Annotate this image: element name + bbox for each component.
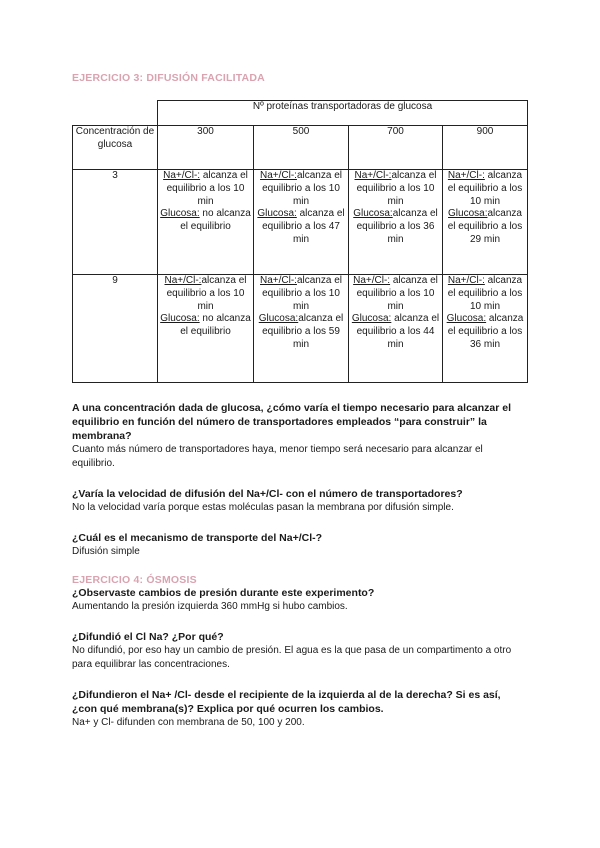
- table-row: [73, 170, 528, 275]
- result-cell: [349, 170, 443, 275]
- na-cl-label: Na+/Cl-:: [163, 170, 201, 181]
- concentration-value: 9: [73, 275, 158, 383]
- na-cl-result: alcanza el equilibrio a los 10 min: [356, 170, 437, 207]
- column-header: 700: [349, 126, 443, 170]
- concentration-value: 3: [73, 170, 158, 275]
- result-cell: [254, 275, 349, 383]
- na-cl-label: Na+/Cl-:: [260, 170, 297, 181]
- answer-text: Na+ y Cl- difunden con membrana de 50, 100 y 200.: [72, 717, 305, 728]
- result-cell: [158, 275, 254, 383]
- result-cell: [254, 170, 349, 275]
- answer-text: No difundió, por eso hay un cambio de presión. El agua es la que pasa de un compartimento a otro para equilibrar las concentraciones.: [72, 645, 512, 670]
- glucose-label: Glucosa:: [160, 208, 200, 220]
- transporters-header: Nº proteínas transportadoras de glucosa: [158, 101, 528, 126]
- glucose-result: alcanza el equilibrio a los 59 min: [262, 313, 344, 350]
- glucose-label: Glucosa:: [353, 208, 393, 220]
- answer-text: No la velocidad varía porque estas moléculas pasan la membrana por difusión simple.: [72, 502, 454, 513]
- table-row: [73, 275, 528, 383]
- glucose-result: alcanza el equilibrio a los 44 min: [356, 313, 440, 350]
- na-cl-result: alcanza el equilibrio a los 10 min: [447, 170, 523, 207]
- column-header: 300: [158, 126, 254, 170]
- glucose-result: no alcanza el equilibrio: [180, 208, 251, 233]
- question-text: ¿Varía la velocidad de difusión del Na+/Cl- con el número de transportadores?: [72, 488, 463, 500]
- exercise-4-heading: EJERCICIO 4: ÓSMOSIS: [72, 574, 197, 586]
- question-block: [72, 531, 528, 559]
- glucose-label: Glucosa:: [351, 313, 392, 325]
- na-cl-result: alcanza el equilibrio a los 10 min: [166, 275, 247, 312]
- question-text: ¿Difundieron el Na+ /Cl- desde el recipiente de la izquierda al de la derecha? Si es así, ¿con qué membrana(s)? Explica por qué ocurren los cambios.: [72, 689, 501, 715]
- exercise-3-heading: EJERCICIO 3: DIFUSIÓN FACILITADA: [72, 72, 265, 84]
- na-cl-label: Na+/Cl-:: [354, 170, 392, 181]
- result-cell: [158, 170, 254, 275]
- na-cl-label: Na+/Cl-:: [260, 275, 297, 286]
- result-cell: [349, 275, 443, 383]
- document-page: [72, 72, 528, 730]
- na-cl-result: alcanza el equilibrio a los 10 min: [166, 170, 248, 207]
- glucose-label: Glucosa:: [446, 313, 487, 325]
- na-cl-label: Na+/Cl-:: [447, 275, 485, 286]
- question-text: ¿Difundió el Cl Na? ¿Por qué?: [72, 631, 224, 643]
- answer-text: Aumentando la presión izquierda 360 mmHg si hubo cambios.: [72, 601, 348, 612]
- question-text: ¿Cuál es el mecanismo de transporte del Na+/Cl-?: [72, 532, 323, 544]
- glucose-result: alcanza el equilibrio a los 36 min: [356, 208, 438, 245]
- na-cl-label: Na+/Cl-:: [447, 170, 485, 181]
- question-block: [72, 487, 528, 515]
- glucose-label: Glucosa:: [448, 208, 488, 220]
- glucose-result: alcanza el equilibrio a los 47 min: [262, 208, 345, 245]
- glucose-result: alcanza el equilibrio a los 36 min: [447, 313, 524, 350]
- question-block: [72, 586, 528, 614]
- glucose-label: Glucosa:: [160, 313, 200, 325]
- na-cl-result: alcanza el equilibrio a los 10 min: [447, 275, 523, 312]
- glucose-result: alcanza el equilibrio a los 29 min: [447, 208, 523, 245]
- glucose-label: Glucosa:: [257, 208, 297, 220]
- question-block: [72, 688, 528, 730]
- glucose-label: Glucosa:: [258, 313, 299, 325]
- na-cl-label: Na+/Cl-:: [164, 275, 202, 286]
- results-table: [72, 100, 528, 383]
- na-cl-result: alcanza el equilibrio a los 10 min: [262, 275, 342, 312]
- empty-corner-cell: [73, 101, 158, 126]
- question-text: ¿Observaste cambios de presión durante este experimento?: [72, 587, 375, 599]
- question-block: [72, 401, 528, 471]
- result-cell: [443, 275, 528, 383]
- na-cl-label: Na+/Cl-:: [353, 275, 391, 286]
- na-cl-result: alcanza el equilibrio a los 10 min: [262, 170, 342, 207]
- result-cell: [443, 170, 528, 275]
- column-header: 900: [443, 126, 528, 170]
- question-text: A una concentración dada de glucosa, ¿cómo varía el tiempo necesario para alcanzar el equilibrio en función del número de transportadores empleados “para construir” la membrana?: [72, 402, 512, 442]
- column-header: 500: [254, 126, 349, 170]
- na-cl-result: alcanza el equilibrio a los 10 min: [356, 275, 438, 312]
- answer-text: Cuanto más número de transportadores haya, menor tiempo será necesario para alcanzar el equilibrio.: [72, 444, 483, 469]
- glucose-result: no alcanza el equilibrio: [180, 313, 251, 338]
- question-block: [72, 630, 528, 672]
- answer-text: Difusión simple: [72, 546, 140, 557]
- concentration-header: Concentración de glucosa: [73, 126, 158, 170]
